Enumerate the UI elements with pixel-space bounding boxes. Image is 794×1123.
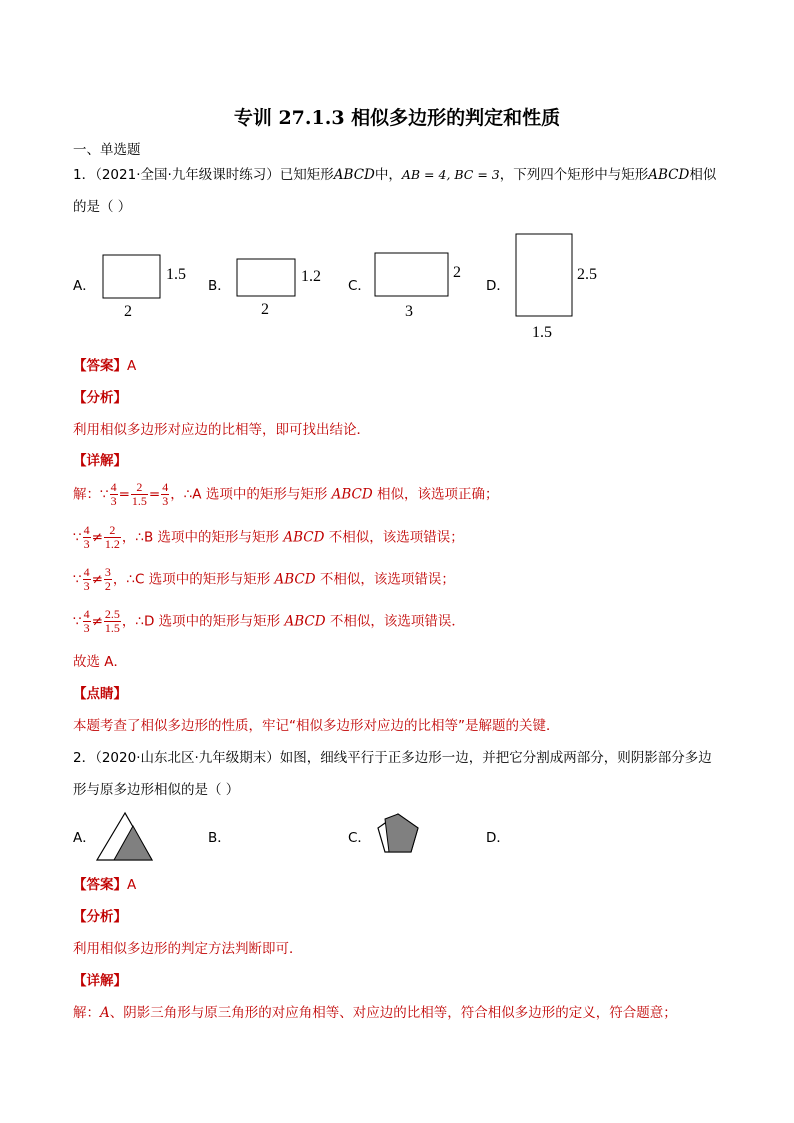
q1-mid: 中，: [374, 167, 402, 183]
sol4-text2: 不相似，该选项错误．: [325, 613, 465, 630]
q2-option-b-letter: B．: [208, 830, 231, 846]
sol3-text1: ，∴C 选项中的矩形与矩形: [112, 571, 275, 588]
q1-option-d-bottom: 1.5: [532, 324, 552, 341]
sol3-frac2-num: 3: [104, 565, 111, 579]
q2-detail-label: 【详解】: [73, 973, 127, 989]
q1-detail-label: 【详解】: [73, 453, 127, 469]
sol4-abcd: ABCD: [284, 613, 326, 630]
sol2-prefix: ∵: [73, 529, 82, 546]
sol1-frac2-num: 2: [131, 481, 148, 495]
sol3-op1: ≠: [91, 571, 103, 588]
q1-answer-label: 【答案】: [73, 358, 127, 374]
q1-option-b-bottom: 2: [261, 301, 269, 318]
sol1-op1: =: [118, 486, 130, 503]
q2-answer-label: 【答案】: [73, 877, 127, 893]
sol2-text1: ，∴B 选项中的矩形与矩形: [121, 529, 284, 546]
sol2-frac2-den: 1.2: [104, 537, 120, 551]
q1-option-a-bottom: 2: [124, 303, 132, 320]
q2-option-d-letter: D．: [486, 830, 510, 846]
q1-condition: AB = 4, BC = 3: [401, 167, 500, 182]
q1-tail-2: 相似: [689, 167, 717, 183]
sol3-abcd: ABCD: [274, 571, 316, 588]
q1-option-d-side: 2.5: [577, 266, 597, 283]
q2-answer-value: A: [127, 877, 137, 893]
sol4-text1: ，∴D 选项中的矩形与矩形: [121, 613, 285, 630]
sol3-text2: 不相似，该选项错误；: [315, 571, 455, 588]
sol2-frac1-num: 4: [83, 523, 90, 537]
sol4-op1: ≠: [91, 613, 103, 630]
q1-conclusion: 故选 A．: [73, 654, 128, 670]
page-title: 专训 27.1.3 相似多边形的判定和性质: [233, 107, 561, 129]
sol4-frac2-den: 1.5: [104, 621, 120, 635]
q1-tail: ，下列四个矩形中与矩形: [499, 167, 649, 183]
q2-stem-line1: 2．（2020·山东北区·九年级期末）如图，细线平行于正多边形一边，并把它分割成两部分，则阴影部分多边: [73, 750, 712, 766]
q1-comment-label: 【点睛】: [73, 686, 127, 702]
q1-answer-value: A: [127, 358, 137, 374]
sol1-frac2-den: 1.5: [131, 494, 147, 508]
sol2-frac2-num: 2: [104, 524, 121, 538]
q1-abcd-2: ABCD: [648, 167, 690, 183]
q1-stem-text: 1．（2021·全国·九年级课时练习）已知矩形: [73, 167, 334, 183]
q2-detail-a: A: [100, 1005, 110, 1021]
sol1-prefix: 解：∵: [73, 486, 109, 503]
sol1-frac1-den: 3: [110, 494, 117, 508]
q1-option-d-letter: D．: [486, 278, 510, 294]
sol4-prefix: ∵: [73, 613, 82, 630]
q2-option-c-letter: C．: [348, 830, 371, 846]
sol2-abcd: ABCD: [283, 529, 325, 546]
sol1-op2: =: [148, 486, 161, 503]
sol3-frac1-num: 4: [83, 565, 90, 579]
sol2-op1: ≠: [91, 529, 103, 546]
q2-analysis-label: 【分析】: [73, 909, 127, 925]
sol2-frac1-den: 3: [83, 537, 90, 551]
q1-option-c-letter: C．: [348, 278, 371, 294]
sol3-frac1-den: 3: [83, 579, 90, 593]
q2-answer: [73, 876, 136, 894]
sol1-text1: ，∴A 选项中的矩形与矩形: [170, 486, 332, 503]
q2-detail-body: 、阴影三角形与原三角形的对应角相等、对应边的比相等，符合相似多边形的定义，符合题意；: [109, 1005, 677, 1021]
q1-option-b-side: 1.2: [301, 268, 321, 285]
q1-option-c-side: 2: [453, 264, 461, 281]
q1-option-c-bottom: 3: [405, 303, 413, 320]
q1-abcd: ABCD: [333, 167, 375, 183]
q1-option-a-side: 1.5: [166, 266, 186, 283]
sol1-abcd: ABCD: [331, 486, 373, 503]
q2-c-shaded-part: [385, 814, 418, 852]
sol4-frac1-num: 4: [83, 607, 90, 621]
q1-option-b-letter: B．: [208, 278, 231, 294]
sol1-frac1-num: 4: [110, 480, 117, 494]
q1-analysis-text: 利用相似多边形对应边的比相等，即可找出结论．: [73, 422, 370, 438]
q2-detail-text: [73, 1004, 677, 1022]
sol1-frac3-num: 4: [162, 480, 169, 494]
q2-detail-prefix: 解：: [73, 1005, 100, 1021]
q1-analysis-label: 【分析】: [73, 390, 127, 406]
q1-stem-line2: 的是（ ）: [73, 199, 132, 215]
sol4-frac2-num: 2.5: [104, 607, 120, 621]
sol1-text2: 相似，该选项正确；: [372, 486, 499, 503]
sol3-prefix: ∵: [73, 571, 82, 588]
q1-option-a-letter: A．: [73, 278, 96, 294]
sol3-frac2-den: 2: [104, 579, 111, 593]
q1-comment-text: 本题考查了相似多边形的性质，牢记“相似多边形对应边的比相等”是解题的关键．: [73, 718, 560, 734]
sol1-frac3-den: 3: [162, 494, 169, 508]
q2-option-a-letter: A．: [73, 830, 96, 846]
sol2-text2: 不相似，该选项错误；: [324, 529, 464, 546]
q2-analysis-text: 利用相似多边形的判定方法判断即可．: [73, 941, 303, 957]
section-heading: 一、单选题: [73, 142, 141, 158]
q2-stem-line2: 形与原多边形相似的是（ ）: [73, 782, 240, 798]
sol4-frac1-den: 3: [83, 621, 90, 635]
